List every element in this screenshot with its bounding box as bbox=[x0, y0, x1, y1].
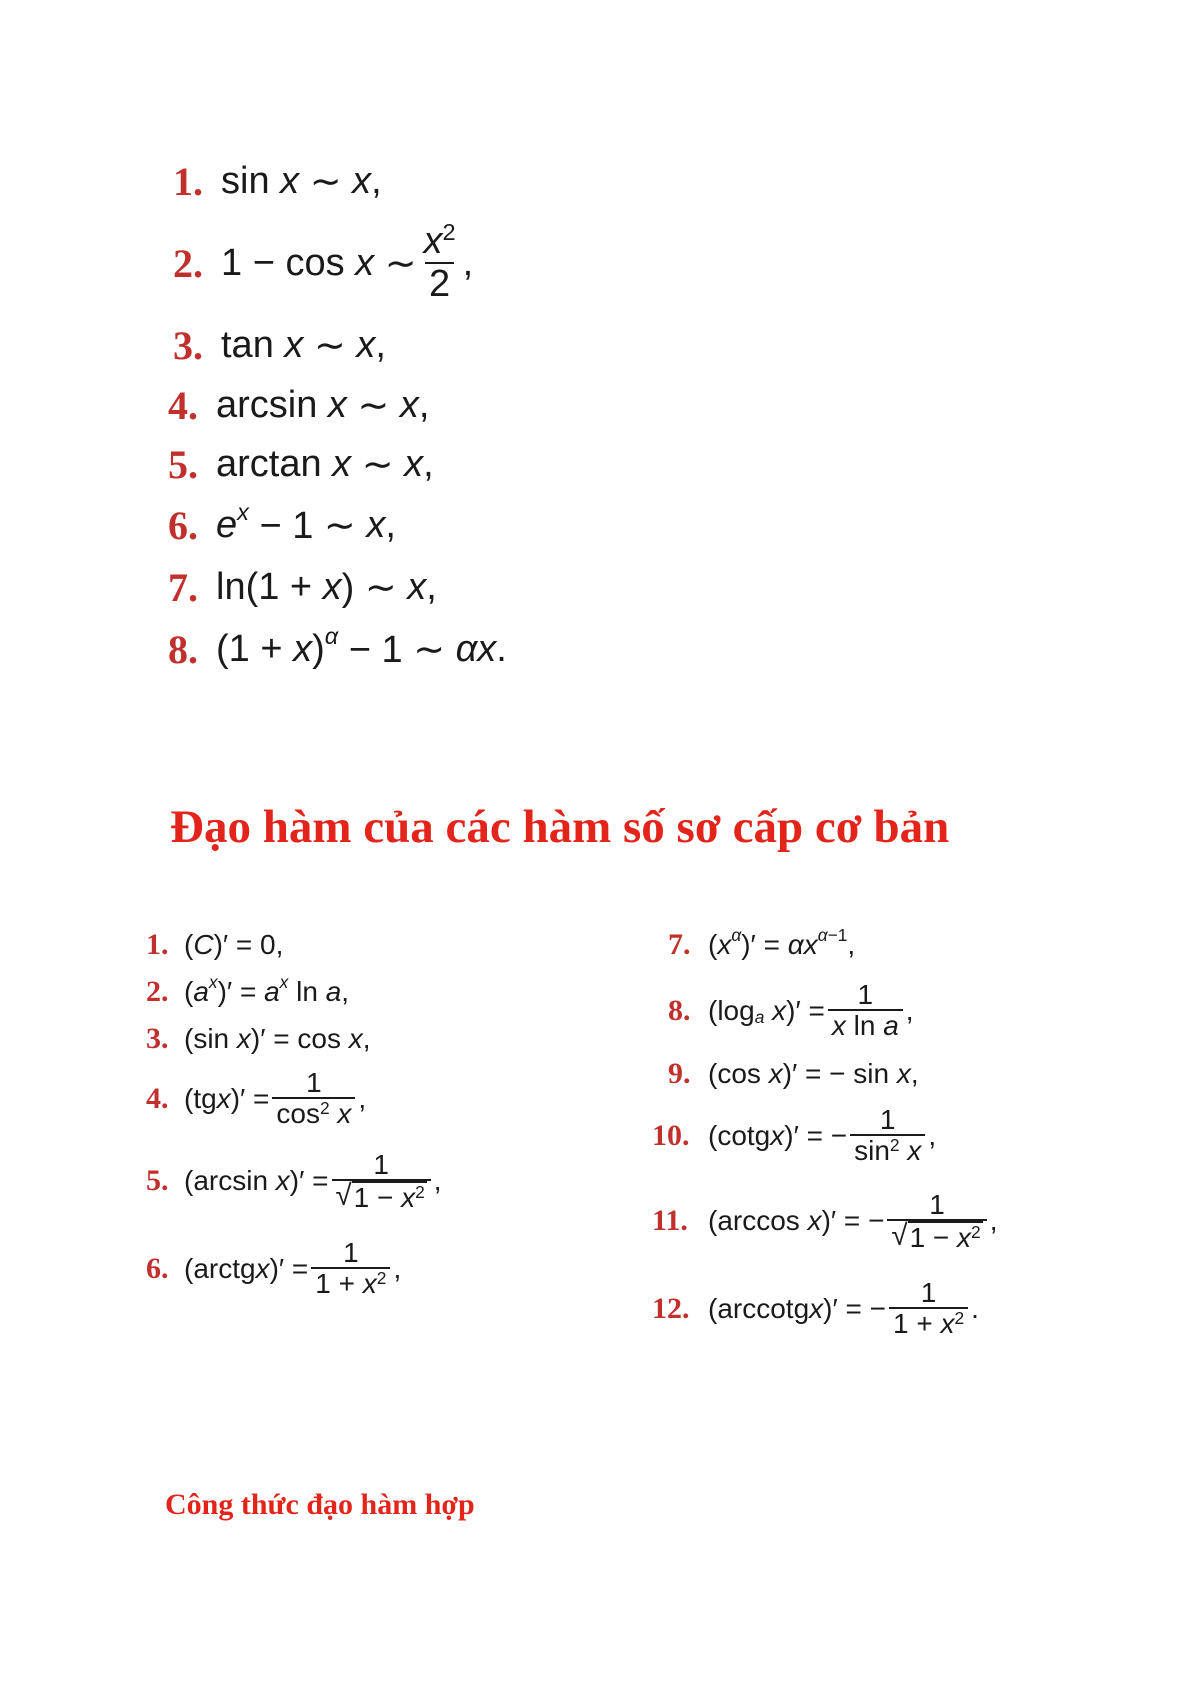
formula-expression: (arccotg x )′ = − $\frac{1}{1 + x^2}$ . bbox=[708, 1277, 979, 1340]
formula-expression: (arccos x )′ = − 1 √ $1 - x^2$ , bbox=[708, 1189, 998, 1254]
formula-expression: (log $_a$ x )′ = $\frac{1}{\text{x ln a}}$ , bbox=[708, 979, 914, 1042]
formula-number: 11. bbox=[652, 1204, 688, 1238]
formula-number: 4. bbox=[146, 1082, 169, 1116]
formula-expression: (arcsin x )′ = 1 √ $1 - x^2$ , bbox=[184, 1149, 442, 1214]
fraction: $\frac{1}{\cos^2 x}$ bbox=[272, 1068, 355, 1130]
fraction: $\frac{1}{\text{x ln a}}$ bbox=[828, 980, 903, 1042]
derivatives-title: Đạo hàm của các hàm số sơ cấp cơ bản bbox=[170, 801, 950, 853]
fraction: 1 √ $1 - x^2$ bbox=[887, 1190, 986, 1253]
formula-expression: sin x ∼ x , bbox=[221, 160, 382, 203]
composite-title: Công thức đạo hàm hợp bbox=[165, 1488, 475, 1521]
formula-5 bbox=[168, 441, 434, 488]
formula-1 bbox=[173, 158, 382, 205]
formula-expression: (sin x )′ = cos x , bbox=[184, 1023, 371, 1054]
formula-number: 7. bbox=[668, 928, 691, 961]
formula-2 bbox=[173, 219, 474, 306]
formula-expression: (arctg x )′ = $\frac{1}{1 + x^2}$ , bbox=[184, 1237, 402, 1300]
derivative-9 bbox=[668, 1057, 919, 1091]
formula-number: 8. bbox=[668, 994, 691, 1028]
formula-expression: 1 − cos x ∼ $\frac{x^2}{2}$ , bbox=[221, 219, 474, 305]
sqrt-symbol: √ $1 - x^2$ bbox=[891, 1219, 981, 1254]
formula-7 bbox=[168, 564, 437, 611]
formula-expression: (cotg x )′ = − $\frac{1}{\sin^2 x}$ , bbox=[708, 1104, 937, 1167]
formula-4 bbox=[168, 382, 429, 429]
derivative-4 bbox=[146, 1068, 366, 1130]
formula-expression: ln(1 + x ) ∼ x , bbox=[216, 566, 437, 609]
formula-number: 1. bbox=[146, 928, 169, 961]
formula-number: 7. bbox=[168, 565, 198, 610]
formula-expression: e $^x$ − 1 ∼ x , bbox=[216, 499, 396, 547]
formula-expression: ( C )′ = 0, bbox=[184, 929, 284, 960]
derivative-10 bbox=[652, 1105, 936, 1167]
derivative-6 bbox=[146, 1238, 401, 1300]
formula-number: 3. bbox=[173, 323, 203, 368]
formula-expression: tan x ∼ x , bbox=[221, 324, 386, 367]
formula-expression: ( a $^x$ )′ = a $^x$ ln a , bbox=[184, 971, 350, 1007]
derivative-2 bbox=[146, 971, 350, 1009]
formula-number: 10. bbox=[652, 1119, 690, 1153]
formula-expression: (cos x )′ = − sin x , bbox=[708, 1058, 919, 1089]
formula-number: 8. bbox=[168, 627, 198, 672]
formula-expression: ( x $^\alpha$ )′ = αx $^{\alpha -1}$ , bbox=[708, 924, 856, 960]
formula-expression: (tg x )′ = $\frac{1}{\cos^2 x}$ , bbox=[184, 1067, 367, 1130]
formula-number: 12. bbox=[652, 1292, 690, 1326]
formula-expression: arcsin x ∼ x , bbox=[216, 384, 430, 427]
formula-expression: arctan x ∼ x , bbox=[216, 443, 434, 486]
derivative-5 bbox=[146, 1150, 442, 1213]
fraction: $\frac{1}{\sin^2 x}$ bbox=[850, 1105, 925, 1167]
fraction: 1 √ $1 - x^2$ bbox=[332, 1150, 431, 1213]
derivative-8 bbox=[668, 980, 914, 1042]
fraction: $\frac{x^2}{2}$ bbox=[423, 219, 456, 305]
formula-number: 1. bbox=[173, 159, 203, 204]
formula-number: 5. bbox=[168, 442, 198, 487]
derivative-11 bbox=[652, 1190, 997, 1253]
formula-number: 9. bbox=[668, 1057, 691, 1090]
sqrt-symbol: √ $1 - x^2$ bbox=[335, 1179, 425, 1214]
derivative-1 bbox=[146, 928, 283, 962]
formula-number: 4. bbox=[168, 383, 198, 428]
formula-number: 5. bbox=[146, 1164, 169, 1198]
formula-8 bbox=[168, 623, 507, 673]
formula-3 bbox=[173, 322, 386, 369]
formula-number: 6. bbox=[146, 1252, 169, 1286]
formula-6 bbox=[168, 499, 396, 549]
derivative-12 bbox=[652, 1278, 979, 1340]
formula-number: 2. bbox=[146, 975, 169, 1008]
fraction: $\frac{1}{1 + x^2}$ bbox=[889, 1278, 968, 1340]
derivative-7 bbox=[668, 924, 856, 962]
fraction: $\frac{1}{1 + x^2}$ bbox=[311, 1238, 390, 1300]
formula-number: 3. bbox=[146, 1022, 169, 1055]
formula-number: 6. bbox=[168, 503, 198, 548]
formula-number: 2. bbox=[173, 241, 203, 287]
derivative-3 bbox=[146, 1022, 371, 1056]
formula-expression: (1 + x ) $^\alpha$ − 1 ∼ αx . bbox=[216, 623, 507, 671]
